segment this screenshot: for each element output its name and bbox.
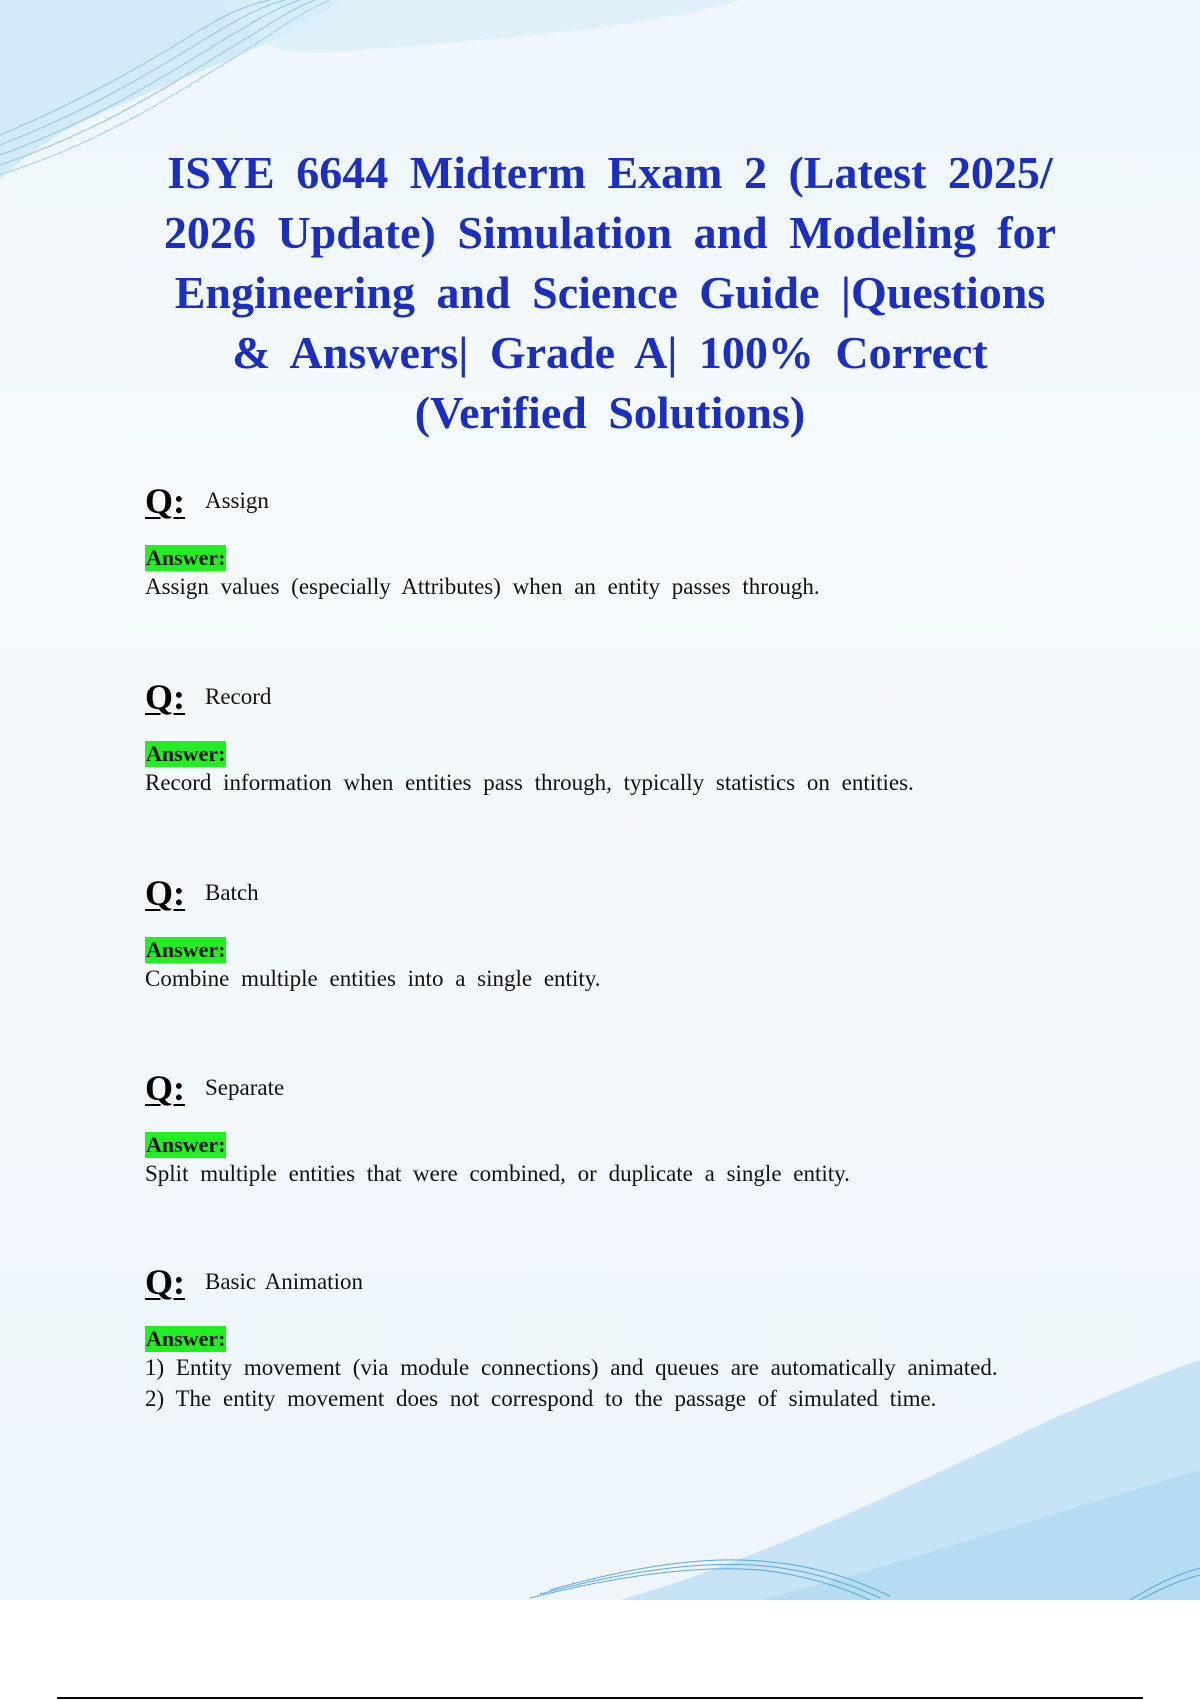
- answer-label: Answer:: [146, 545, 226, 570]
- question-text: Separate: [205, 1075, 285, 1100]
- question-label: Q:: [145, 481, 185, 521]
- answer-text: [145, 963, 1075, 994]
- qa-item: [145, 677, 1075, 798]
- qa-item: [145, 1068, 1075, 1189]
- answer-line: Split multiple entities that were combined, or duplicate a single entity.: [145, 1161, 850, 1186]
- document-title: ISYE 6644 Midterm Exam 2 (Latest 2025/ 2026 Update) Simulation and Modeling for Engineering and Science Guide |Questions & Answers| Grade A| 100% Correct (Verified Solutions): [163, 147, 1057, 438]
- question-text: Assign: [205, 488, 269, 513]
- answer-line: 1) Entity movement (via module connections) and queues are automatically animated.: [145, 1355, 998, 1380]
- question-label: Q:: [145, 1068, 185, 1108]
- qa-item: [145, 1262, 1075, 1414]
- question-label: Q:: [145, 677, 185, 717]
- answer-label: Answer:: [146, 1132, 226, 1157]
- answer-text: [145, 1158, 1075, 1189]
- question-text: Batch: [205, 880, 259, 905]
- qa-item: [145, 873, 1075, 994]
- answer-label: Answer:: [146, 741, 226, 766]
- answer-line: Record information when entities pass through, typically statistics on entities.: [145, 770, 914, 795]
- answer-line: Combine multiple entities into a single entity.: [145, 966, 601, 991]
- question-text: Basic Animation: [205, 1269, 363, 1294]
- footer-divider: [57, 1697, 1143, 1699]
- question-text: Record: [205, 684, 272, 709]
- question-row: [145, 677, 1075, 717]
- answer-label: Answer:: [146, 1326, 226, 1351]
- question-row: [145, 1262, 1075, 1302]
- answer-line: Assign values (especially Attributes) when an entity passes through.: [145, 574, 820, 599]
- question-row: [145, 1068, 1075, 1108]
- question-label: Q:: [145, 873, 185, 913]
- answer-label: Answer:: [146, 937, 226, 962]
- qa-item: [145, 481, 1075, 602]
- answer-text: [145, 767, 1075, 798]
- question-row: [145, 873, 1075, 913]
- answer-text: [145, 1352, 1075, 1414]
- answer-text: [145, 571, 1075, 602]
- answer-line: 2) The entity movement does not correspond to the passage of simulated time.: [145, 1386, 937, 1411]
- question-label: Q:: [145, 1262, 185, 1302]
- question-row: [145, 481, 1075, 521]
